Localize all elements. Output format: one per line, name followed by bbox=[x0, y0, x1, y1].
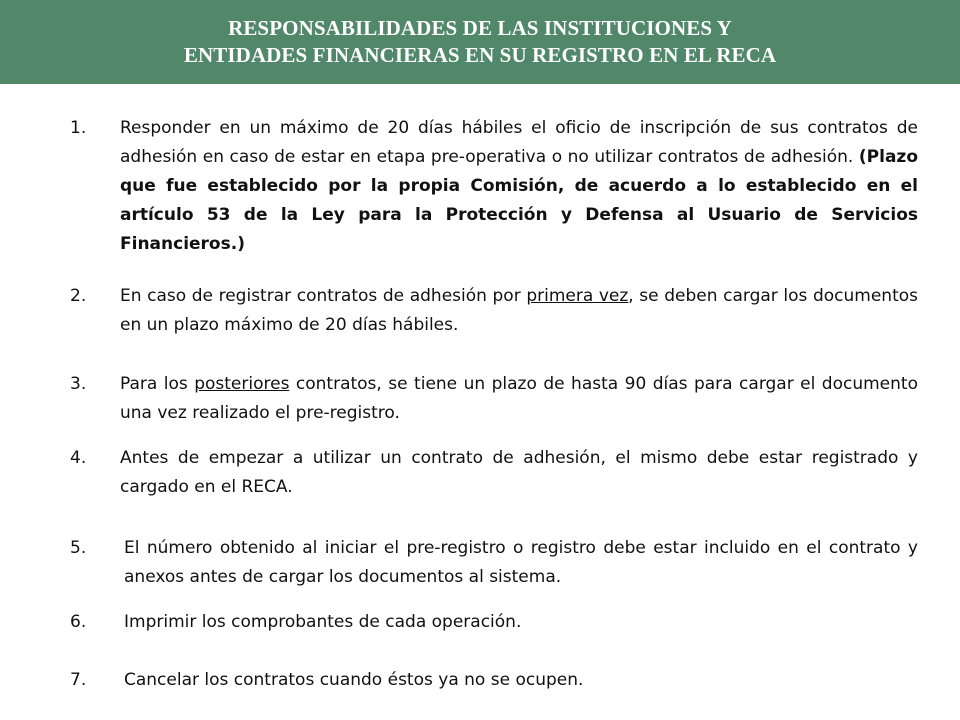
item-number: 5. bbox=[70, 538, 87, 558]
item-text bbox=[120, 370, 918, 428]
item-text: Imprimir los comprobantes de cada operación. bbox=[124, 612, 522, 632]
item-number: 1. bbox=[70, 118, 87, 138]
item-text: El número obtenido al iniciar el pre-registro o registro debe estar incluido en el contrato y anexos antes de cargar los documentos al sistema. bbox=[124, 538, 918, 587]
item-emphasis-underlined: posteriores bbox=[194, 374, 290, 394]
title-line-2: ENTIDADES FINANCIERAS EN SU REGISTRO EN EL RECA bbox=[183, 43, 777, 67]
item-number: 6. bbox=[70, 612, 87, 632]
item-number: 7. bbox=[70, 670, 87, 690]
item-emphasis-underlined: primera vez bbox=[526, 286, 629, 306]
item-body: Responder en un máximo de 20 días hábiles el oficio de inscripción de sus contratos de adhesión en caso de estar en etapa pre-operativa o no utilizar contratos de adhesión. bbox=[120, 118, 918, 167]
item-text bbox=[120, 282, 918, 340]
item-body-start: Para los bbox=[120, 374, 195, 394]
item-body-end: , se deben cargar los documentos en un plazo máximo de 20 días hábiles. bbox=[120, 286, 918, 335]
item-body-start: En caso de registrar contratos de adhesión por bbox=[120, 286, 527, 306]
item-text: Antes de empezar a utilizar un contrato de adhesión, el mismo debe estar registrado y cargado en el RECA. bbox=[120, 448, 918, 497]
item-text bbox=[120, 114, 918, 259]
item-number: 3. bbox=[70, 374, 87, 394]
item-text: Cancelar los contratos cuando éstos ya no se ocupen. bbox=[124, 670, 584, 690]
item-body-end: contratos, se tiene un plazo de hasta 90 días para cargar el documento una vez realizado el pre-registro. bbox=[120, 374, 918, 423]
item-number: 4. bbox=[70, 448, 87, 468]
title-line-1: RESPONSABILIDADES DE LAS INSTITUCIONES Y bbox=[228, 16, 732, 40]
item-note-bold: (Plazo que fue establecido por la propia Comisión, de acuerdo a lo establecido en el artículo 53 de la Ley para la Protección y Defensa al Usuario de Servicios Financieros.) bbox=[120, 147, 918, 254]
item-number: 2. bbox=[70, 286, 87, 306]
